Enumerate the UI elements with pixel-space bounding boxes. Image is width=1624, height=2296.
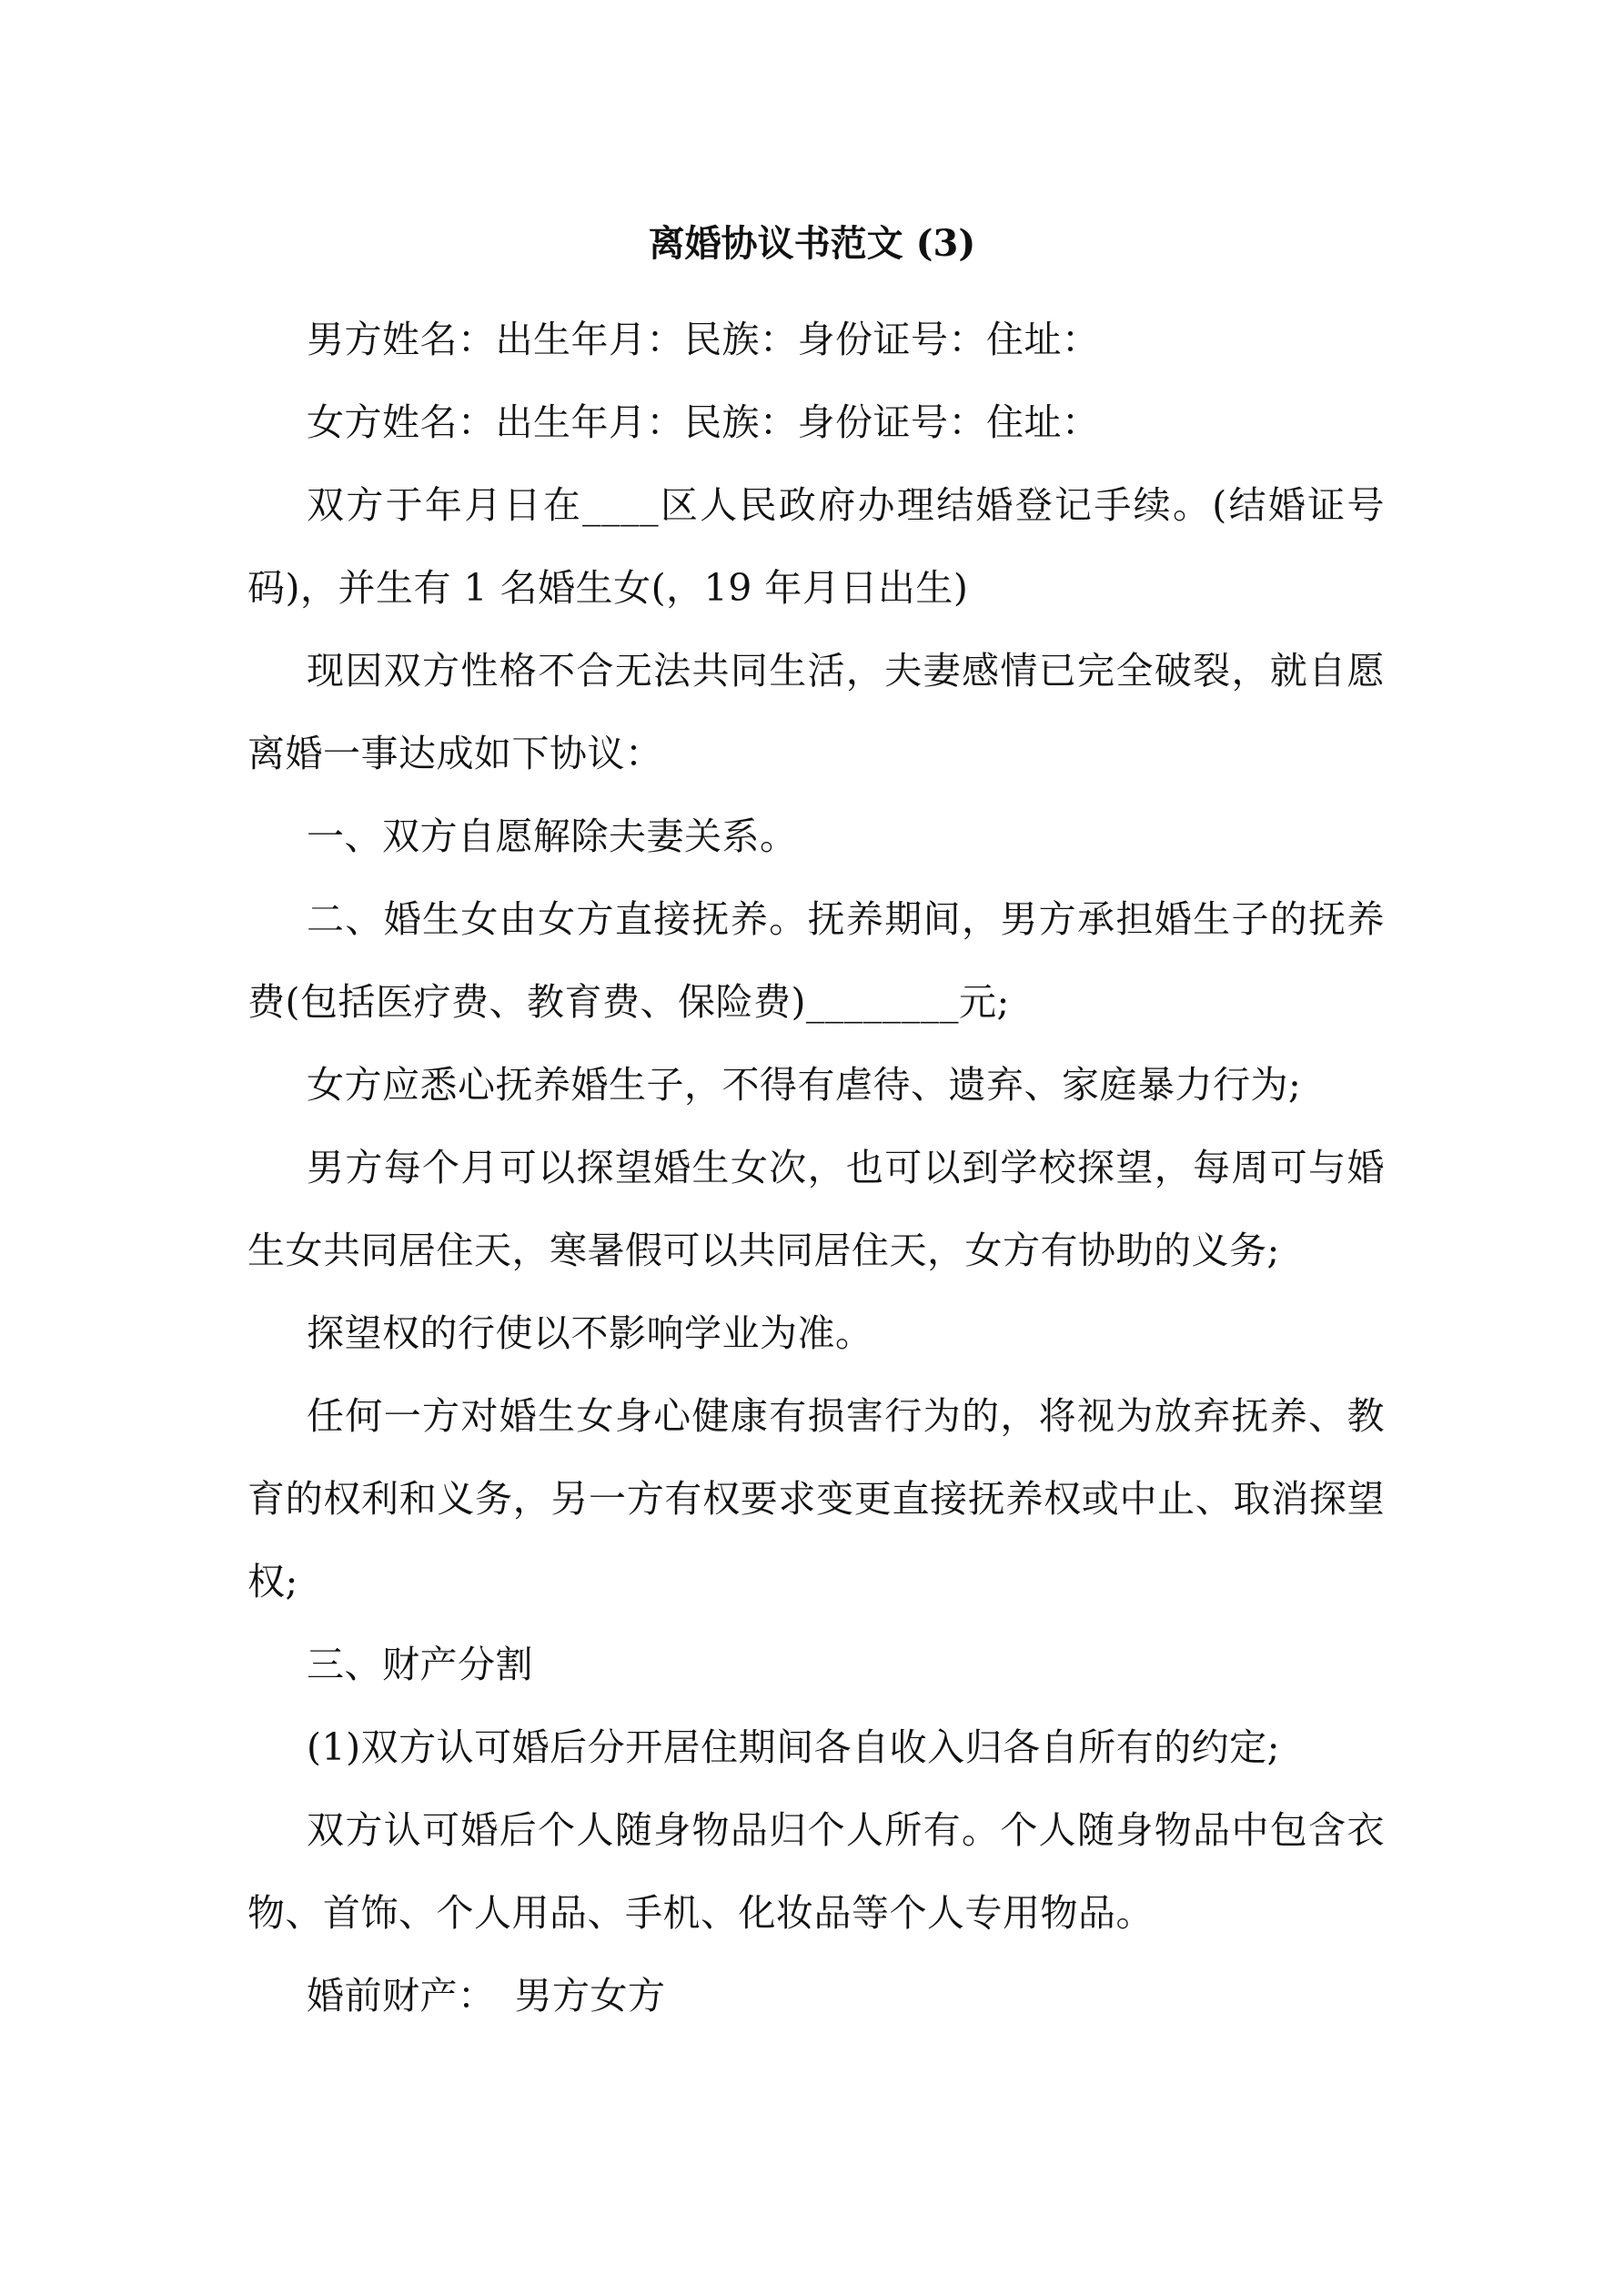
document-title: 离婚协议书范文 (3): [648, 222, 976, 265]
paragraph-income-agreement: (1)双方认可婚后分开居住期间各自收入归各自所有的约定;: [307, 1725, 1280, 1769]
paragraph-personal-items: 双方认可婚后个人随身物品归个人所有。个人随身物品中包含衣物、首饰、个人用品、手机、化妆品等个人专用物品。: [247, 1808, 1385, 1935]
paragraph-male-info: 男方姓名：出生年月：民族：身份证号：住址：: [307, 318, 1100, 361]
paragraph-custody-duty: 女方应悉心抚养婚生子，不得有虐待、遗弃、家庭暴力行为;: [307, 1063, 1302, 1107]
paragraph-visitation: 男方每个月可以探望婚生女次，也可以到学校探望，每周可与婚生女共同居住天，寒暑假可以共同居住天，女方有协助的义务;: [247, 1146, 1385, 1272]
paragraph-clause-3-heading: 三、财产分割: [307, 1643, 533, 1686]
document-body: [247, 298, 1385, 2038]
paragraph-divorce-reason: 现因双方性格不合无法共同生活，夫妻感情已完全破裂，就自愿离婚一事达成如下协议：: [247, 649, 1385, 775]
paragraph-clause-2: 二、婚生女由女方直接抚养。抚养期间，男方承担婚生子的抚养费(包括医疗费、教育费、保险费)________元;: [247, 897, 1385, 1024]
paragraph-marriage-registration: 双方于年月日在____区人民政府办理结婚登记手续。(结婚证号码)，并生有 1 名婚生女(，19 年月日出生): [247, 483, 1385, 610]
paragraph-premarital-property: 婚前财产： 男方女方: [307, 1974, 666, 2018]
paragraph-clause-1: 一、双方自愿解除夫妻关系。: [307, 814, 798, 858]
paragraph-visitation-limit: 探望权的行使以不影响学业为准。: [307, 1311, 873, 1355]
paragraph-female-info: 女方姓名：出生年月：民族：身份证号：住址：: [307, 400, 1100, 444]
paragraph-harm-clause: 任何一方对婚生女身心健康有损害行为的，将视为放弃抚养、教育的权利和义务，另一方有权要求变更直接抚养权或中止、取消探望权;: [247, 1394, 1385, 1603]
